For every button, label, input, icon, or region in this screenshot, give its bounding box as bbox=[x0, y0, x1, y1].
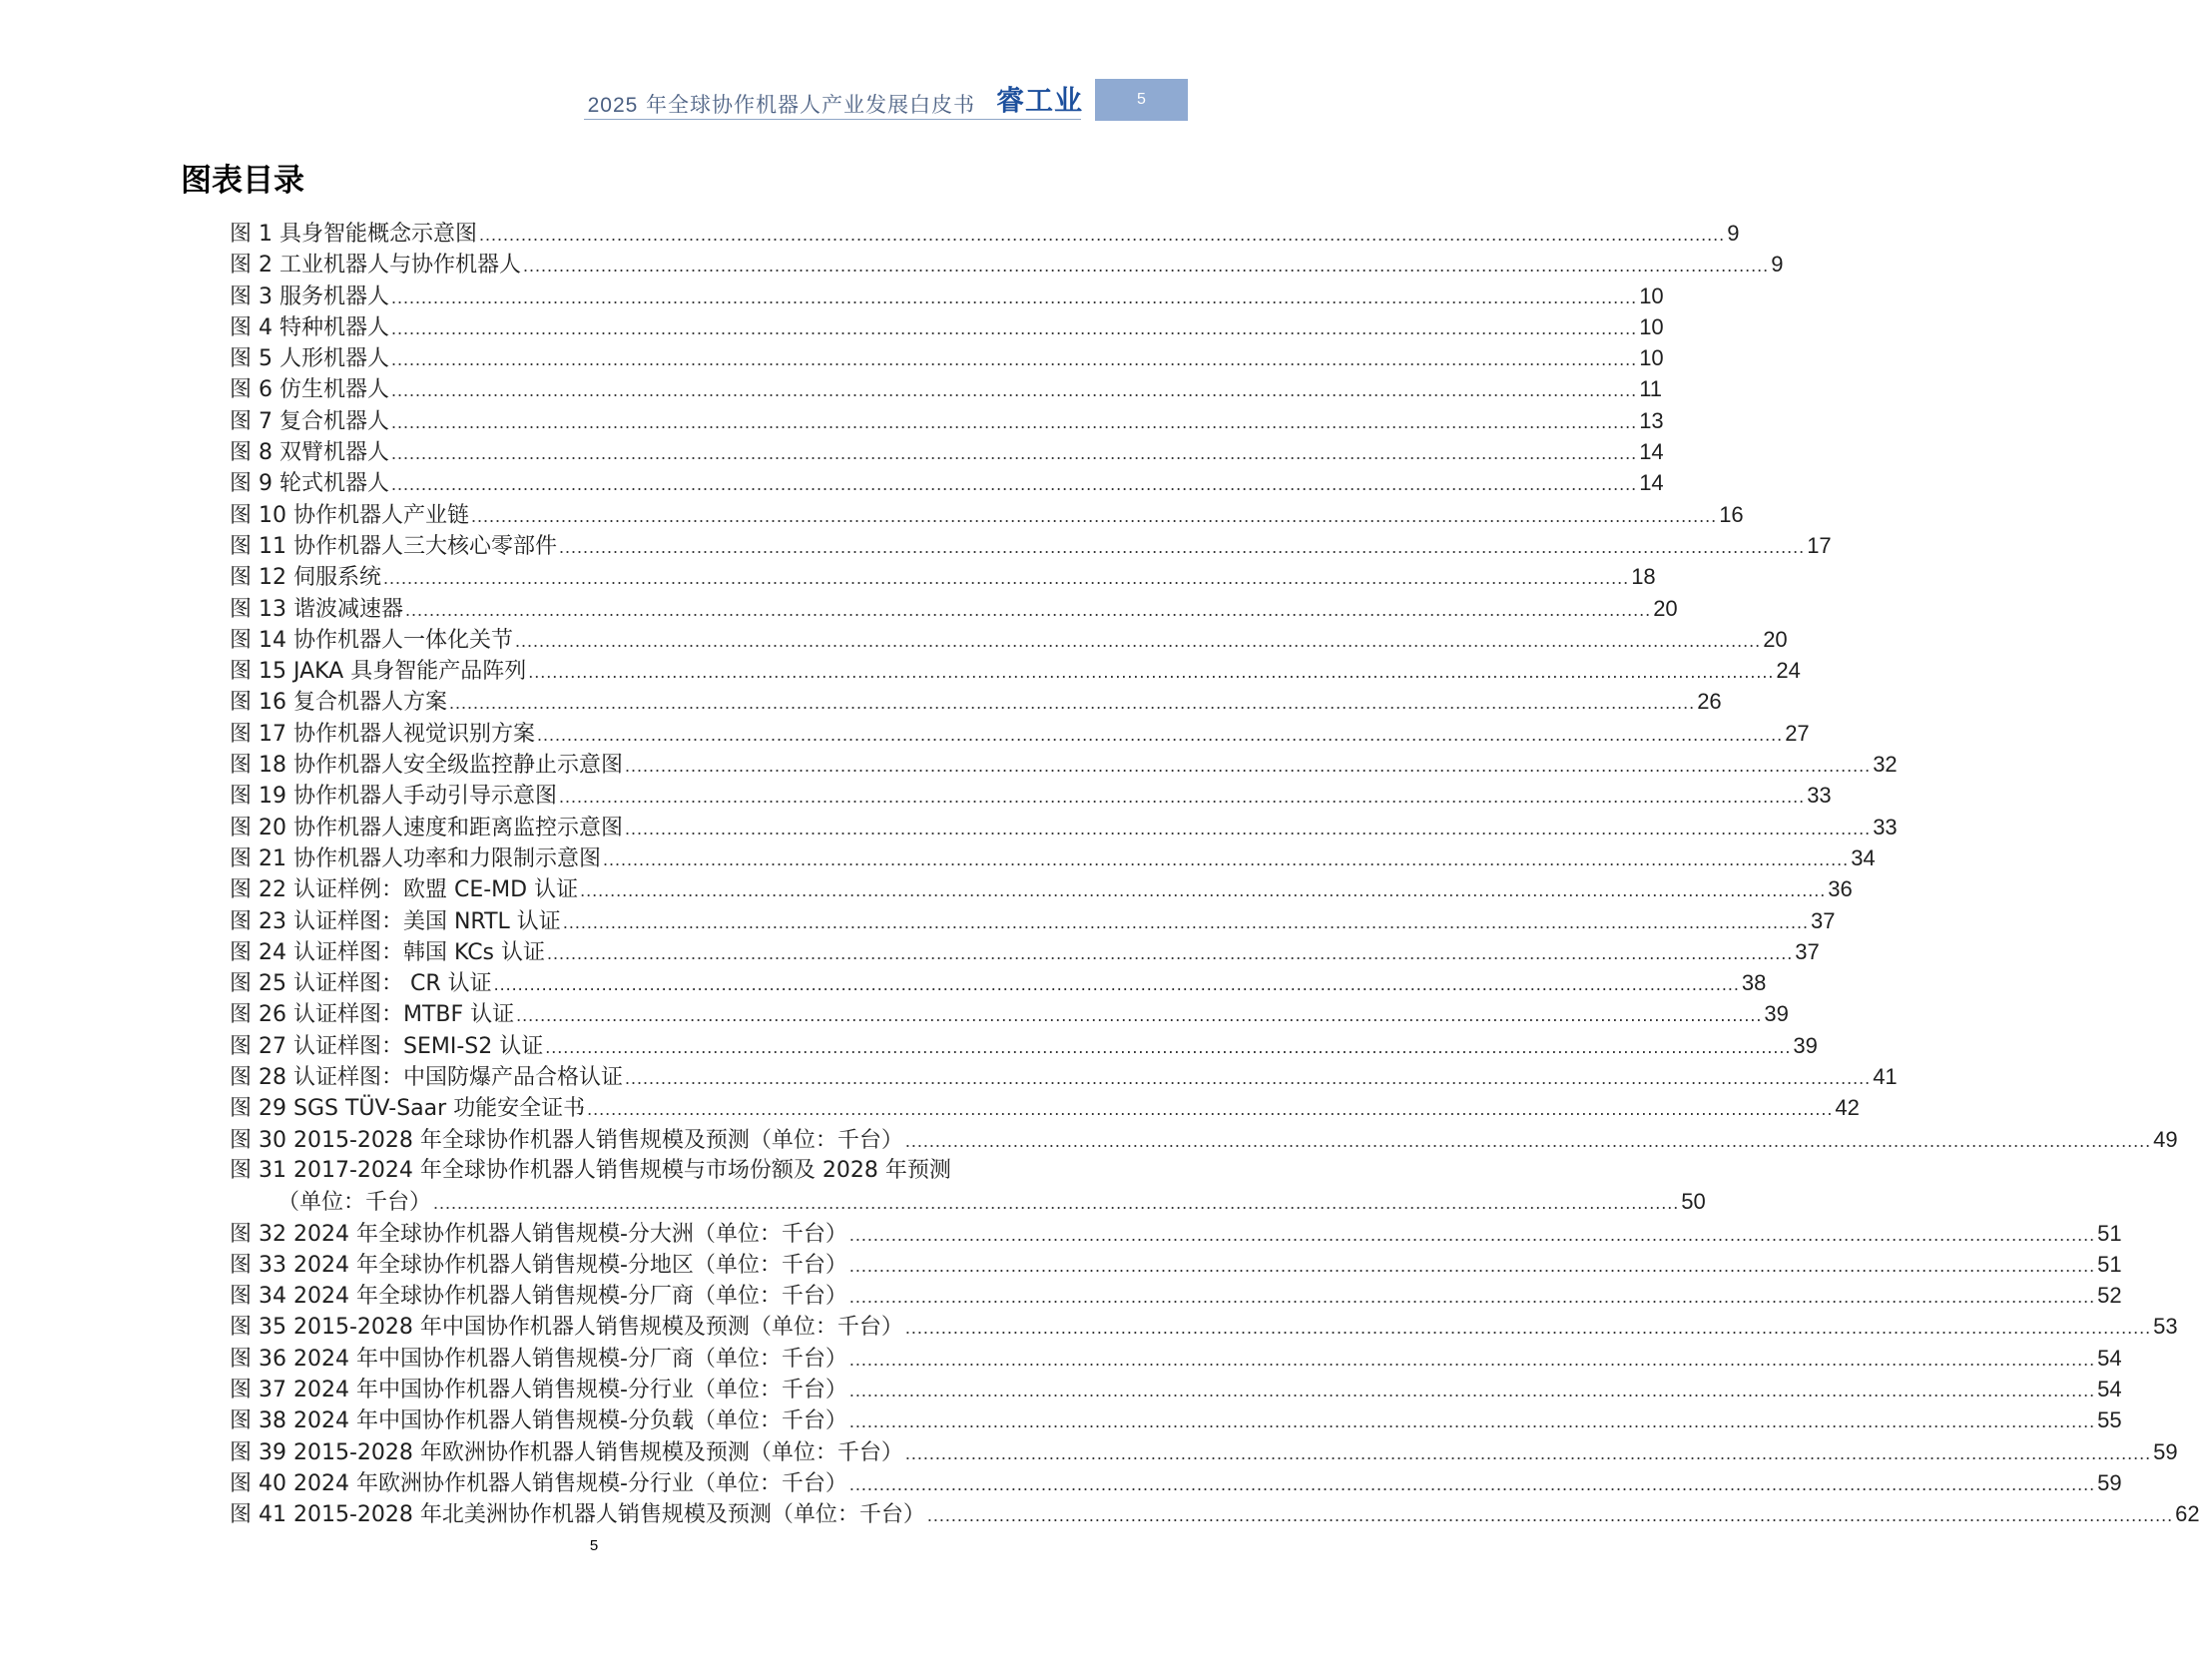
dot-leader bbox=[389, 375, 1639, 406]
toc-entry[interactable] bbox=[230, 1498, 2200, 1529]
toc-entry-page: 20 bbox=[1763, 626, 1788, 652]
toc-entry-label: 图 32 2024 年全球协作机器人销售规模-分大洲（单位：千台） bbox=[230, 1221, 847, 1247]
dot-leader bbox=[623, 1063, 1873, 1094]
dot-leader bbox=[389, 344, 1639, 375]
dot-leader bbox=[557, 782, 1807, 813]
toc-entry-page: 24 bbox=[1776, 658, 1801, 684]
dot-leader bbox=[513, 626, 1763, 657]
toc-entry[interactable] bbox=[230, 1404, 2122, 1435]
dot-leader bbox=[585, 1094, 1835, 1125]
toc-entry-label: 图 21 协作机器人功率和力限制示意图 bbox=[230, 845, 601, 871]
toc-entry[interactable] bbox=[230, 1311, 2178, 1342]
dot-leader bbox=[903, 1438, 2153, 1469]
dot-leader bbox=[847, 1251, 2097, 1282]
toc-entry-label: 图 9 轮式机器人 bbox=[230, 471, 389, 497]
toc-entry-page: 33 bbox=[1807, 783, 1832, 809]
toc-entry-page: 11 bbox=[1639, 376, 1663, 402]
toc-entry[interactable] bbox=[230, 499, 1744, 530]
toc-entry[interactable] bbox=[230, 1061, 1898, 1092]
dot-leader bbox=[578, 875, 1828, 906]
toc-entry-page: 10 bbox=[1639, 345, 1664, 371]
toc-entry-label: 图 4 特种机器人 bbox=[230, 314, 389, 340]
toc-entry-page: 37 bbox=[1795, 938, 1820, 964]
dot-leader bbox=[903, 1126, 2153, 1157]
dot-leader bbox=[847, 1345, 2097, 1376]
toc-entry-label: 图 6 仿生机器人 bbox=[230, 377, 389, 403]
dot-leader bbox=[492, 969, 1742, 1000]
toc-entry[interactable] bbox=[230, 593, 1678, 624]
toc-entry[interactable] bbox=[230, 967, 1767, 998]
toc-entry-label: 图 8 双臂机器人 bbox=[230, 440, 389, 466]
toc-entry[interactable] bbox=[230, 280, 1664, 311]
toc-entry-label: 图 27 认证样图：SEMI-S2 认证 bbox=[230, 1033, 544, 1059]
toc-entry-label: 图 40 2024 年欧洲协作机器人销售规模-分行业（单位：千台） bbox=[230, 1470, 847, 1496]
toc-entry-label: 图 17 协作机器人视觉识别方案 bbox=[230, 721, 535, 747]
toc-entry-label: 图 26 认证样图：MTBF 认证 bbox=[230, 1002, 515, 1028]
toc-entry-label: 图 13 谐波减速器 bbox=[230, 596, 403, 622]
toc-entry[interactable] bbox=[230, 1092, 1860, 1123]
toc-entry[interactable] bbox=[230, 998, 1789, 1029]
toc-entry-page: 13 bbox=[1639, 407, 1664, 433]
toc-entry-page: 37 bbox=[1811, 907, 1836, 933]
toc-entry-page: 32 bbox=[1873, 752, 1898, 778]
toc-entry-label: 图 12 伺服系统 bbox=[230, 565, 381, 591]
toc-entry[interactable] bbox=[230, 530, 1832, 561]
toc-entry-page: 34 bbox=[1851, 844, 1876, 870]
dot-leader bbox=[543, 1032, 1793, 1063]
toc-entry-label: 图 15 JAKA 具身智能产品阵列 bbox=[230, 659, 527, 685]
toc-entry-page: 14 bbox=[1639, 470, 1664, 496]
toc-entry-page: 52 bbox=[2097, 1283, 2122, 1309]
toc-entry-label: 图 37 2024 年中国协作机器人销售规模-分行业（单位：千台） bbox=[230, 1377, 847, 1402]
toc-entry-label: 图 38 2024 年中国协作机器人销售规模-分负载（单位：千台） bbox=[230, 1408, 847, 1434]
toc-entry[interactable] bbox=[230, 1155, 1008, 1186]
dot-leader bbox=[847, 1376, 2097, 1406]
toc-entry-page: 27 bbox=[1785, 720, 1810, 746]
footer-page-number: 5 bbox=[589, 1537, 599, 1554]
toc-entry[interactable] bbox=[230, 842, 1876, 873]
toc-entry-label: 图 22 认证样例：欧盟 CE-MD 认证 bbox=[230, 877, 579, 903]
toc-entry[interactable] bbox=[230, 561, 1656, 592]
toc-entry-page: 51 bbox=[2097, 1251, 2122, 1277]
toc-entry-label: 图 14 协作机器人一体化关节 bbox=[230, 627, 513, 653]
document-title bbox=[588, 89, 975, 119]
toc-entry-label: 图 33 2024 年全球协作机器人销售规模-分地区（单位：千台） bbox=[230, 1252, 847, 1278]
toc-entry[interactable] bbox=[230, 1124, 2178, 1155]
toc-entry-page: 38 bbox=[1741, 970, 1767, 996]
toc-entry[interactable] bbox=[230, 812, 1898, 842]
toc-entry[interactable] bbox=[230, 1186, 1706, 1217]
toc-entry-label: 图 16 复合机器人方案 bbox=[230, 690, 447, 716]
toc-entry-page: 20 bbox=[1653, 595, 1678, 621]
toc-entry-page: 42 bbox=[1835, 1095, 1860, 1121]
dot-leader bbox=[925, 1500, 2175, 1531]
toc-entry-page: 54 bbox=[2097, 1376, 2122, 1401]
toc-entry-label: （单位：千台） bbox=[277, 1190, 432, 1216]
toc-entry-page: 9 bbox=[1771, 252, 1784, 278]
dot-leader bbox=[526, 657, 1776, 688]
dot-leader bbox=[389, 313, 1639, 344]
toc-entry-page: 59 bbox=[2097, 1469, 2122, 1495]
toc-entry[interactable] bbox=[230, 311, 1664, 342]
toc-entry-page: 18 bbox=[1631, 564, 1656, 590]
toc-entry[interactable] bbox=[230, 749, 1898, 780]
toc-entry-label: 图 1 具身智能概念示意图 bbox=[230, 222, 477, 247]
dot-leader bbox=[847, 1469, 2097, 1500]
toc-entry[interactable] bbox=[230, 1249, 2122, 1280]
toc-entry-label: 图 39 2015-2028 年欧洲协作机器人销售规模及预测（单位：千台） bbox=[230, 1439, 903, 1465]
dot-leader bbox=[469, 501, 1719, 532]
toc-entry-page: 62 bbox=[2175, 1501, 2200, 1527]
toc-entry[interactable] bbox=[230, 1343, 2122, 1374]
dot-leader bbox=[903, 1313, 2153, 1344]
toc-entry-page: 17 bbox=[1807, 532, 1832, 558]
figure-list bbox=[230, 218, 2200, 1529]
dot-leader bbox=[389, 407, 1639, 438]
toc-entry[interactable] bbox=[230, 873, 1853, 904]
header-divider bbox=[584, 119, 1081, 120]
document-year: 2025 bbox=[587, 94, 639, 117]
toc-entry[interactable] bbox=[230, 1218, 2122, 1249]
toc-title: 图表目录 bbox=[181, 163, 304, 199]
toc-entry-page: 59 bbox=[2153, 1438, 2178, 1464]
toc-entry-label: 图 18 协作机器人安全级监控静止示意图 bbox=[230, 753, 623, 779]
toc-entry-label: 图 31 2017-2024 年全球协作机器人销售规模与市场份额及 2028 年预测 bbox=[230, 1157, 951, 1183]
toc-entry-label: 图 7 复合机器人 bbox=[230, 408, 389, 434]
toc-entry[interactable] bbox=[230, 718, 1810, 749]
dot-leader bbox=[389, 469, 1639, 500]
toc-entry-page: 26 bbox=[1697, 689, 1722, 715]
toc-entry-label: 图 19 协作机器人手动引导示意图 bbox=[230, 784, 557, 810]
dot-leader bbox=[847, 1220, 2097, 1251]
toc-entry-label: 图 36 2024 年中国协作机器人销售规模-分厂商（单位：千台） bbox=[230, 1346, 847, 1372]
toc-entry-page: 9 bbox=[1727, 221, 1740, 246]
dot-leader bbox=[381, 563, 1631, 594]
toc-entry-label: 图 30 2015-2028 年全球协作机器人销售规模及预测（单位：千台） bbox=[230, 1127, 903, 1153]
toc-entry-label: 图 2 工业机器人与协作机器人 bbox=[230, 253, 521, 279]
dot-leader bbox=[623, 751, 1873, 782]
toc-entry-label: 图 35 2015-2028 年中国协作机器人销售规模及预测（单位：千台） bbox=[230, 1315, 903, 1341]
toc-entry-label: 图 5 人形机器人 bbox=[230, 346, 389, 372]
dot-leader bbox=[431, 1188, 1681, 1219]
toc-entry-page: 51 bbox=[2097, 1220, 2122, 1246]
dot-leader bbox=[561, 907, 1811, 938]
toc-entry[interactable] bbox=[230, 905, 1836, 936]
toc-entry-label: 图 41 2015-2028 年北美洲协作机器人销售规模及预测（单位：千台） bbox=[230, 1502, 925, 1528]
toc-entry[interactable] bbox=[230, 936, 1820, 967]
toc-entry[interactable] bbox=[230, 1030, 1818, 1061]
toc-entry-label: 图 3 服务机器人 bbox=[230, 283, 389, 309]
toc-entry-page: 54 bbox=[2097, 1345, 2122, 1371]
toc-entry[interactable] bbox=[230, 373, 1663, 404]
toc-entry-label: 图 25 认证样图： CR 认证 bbox=[230, 971, 492, 997]
toc-entry-page: 14 bbox=[1639, 439, 1664, 465]
toc-entry[interactable] bbox=[230, 342, 1664, 373]
toc-entry[interactable] bbox=[230, 467, 1664, 498]
dot-leader bbox=[847, 1282, 2097, 1313]
toc-entry-page: 50 bbox=[1681, 1189, 1706, 1215]
dot-leader bbox=[389, 282, 1639, 313]
dot-leader bbox=[477, 220, 1727, 251]
dot-leader bbox=[521, 251, 1771, 281]
toc-entry-label: 图 23 认证样图：美国 NRTL 认证 bbox=[230, 908, 561, 934]
dot-leader bbox=[514, 1000, 1764, 1031]
toc-entry-label: 图 28 认证样图：中国防爆产品合格认证 bbox=[230, 1065, 623, 1091]
toc-entry[interactable] bbox=[230, 405, 1664, 436]
toc-entry[interactable] bbox=[230, 1280, 2122, 1311]
toc-entry-page: 10 bbox=[1639, 313, 1664, 339]
page-header bbox=[0, 79, 1188, 121]
dot-leader bbox=[601, 844, 1851, 875]
dot-leader bbox=[847, 1406, 2097, 1437]
toc-entry[interactable] bbox=[230, 1467, 2122, 1498]
toc-entry-page: 33 bbox=[1873, 814, 1898, 840]
toc-entry-label: 图 34 2024 年全球协作机器人销售规模-分厂商（单位：千台） bbox=[230, 1284, 847, 1310]
toc-entry-label: 图 24 认证样图：韩国 KCs 认证 bbox=[230, 939, 546, 965]
dot-leader bbox=[447, 688, 1697, 719]
toc-entry[interactable] bbox=[230, 686, 1722, 717]
dot-leader bbox=[403, 595, 1653, 626]
toc-entry-label: 图 20 协作机器人速度和距离监控示意图 bbox=[230, 815, 623, 840]
toc-entry-label: 图 29 SGS TÜV-Saar 功能安全证书 bbox=[230, 1096, 586, 1122]
dot-leader bbox=[535, 720, 1785, 751]
toc-entry[interactable] bbox=[230, 218, 1740, 249]
toc-entry-page: 41 bbox=[1873, 1064, 1898, 1090]
toc-entry-page: 49 bbox=[2153, 1126, 2178, 1152]
toc-entry-page: 36 bbox=[1828, 876, 1853, 902]
toc-entry-page: 53 bbox=[2153, 1314, 2178, 1340]
toc-entry[interactable] bbox=[230, 436, 1664, 467]
toc-entry-page: 55 bbox=[2097, 1407, 2122, 1433]
dot-leader bbox=[389, 438, 1639, 469]
toc-entry[interactable] bbox=[230, 249, 1784, 280]
toc-entry[interactable] bbox=[230, 780, 1832, 811]
toc-entry-label: 图 11 协作机器人三大核心零部件 bbox=[230, 533, 557, 559]
toc-entry-page: 16 bbox=[1719, 501, 1744, 527]
toc-entry[interactable] bbox=[230, 624, 1788, 655]
toc-entry-page: 39 bbox=[1793, 1032, 1818, 1058]
toc-entry-page: 10 bbox=[1639, 282, 1664, 308]
toc-entry-page: 39 bbox=[1764, 1001, 1789, 1027]
dot-leader bbox=[557, 532, 1807, 563]
dot-leader bbox=[623, 814, 1873, 844]
header-page-number: 5 bbox=[1095, 79, 1188, 121]
toc-entry[interactable] bbox=[230, 655, 1801, 686]
dot-leader bbox=[545, 938, 1795, 969]
toc-entry[interactable] bbox=[230, 1374, 2122, 1404]
brand-logo: 睿工业 bbox=[996, 84, 1084, 117]
toc-entry-label: 图 10 协作机器人产业链 bbox=[230, 502, 469, 528]
toc-entry[interactable] bbox=[230, 1436, 2178, 1467]
document-title-text: 年全球协作机器人产业发展白皮书 bbox=[646, 93, 975, 117]
